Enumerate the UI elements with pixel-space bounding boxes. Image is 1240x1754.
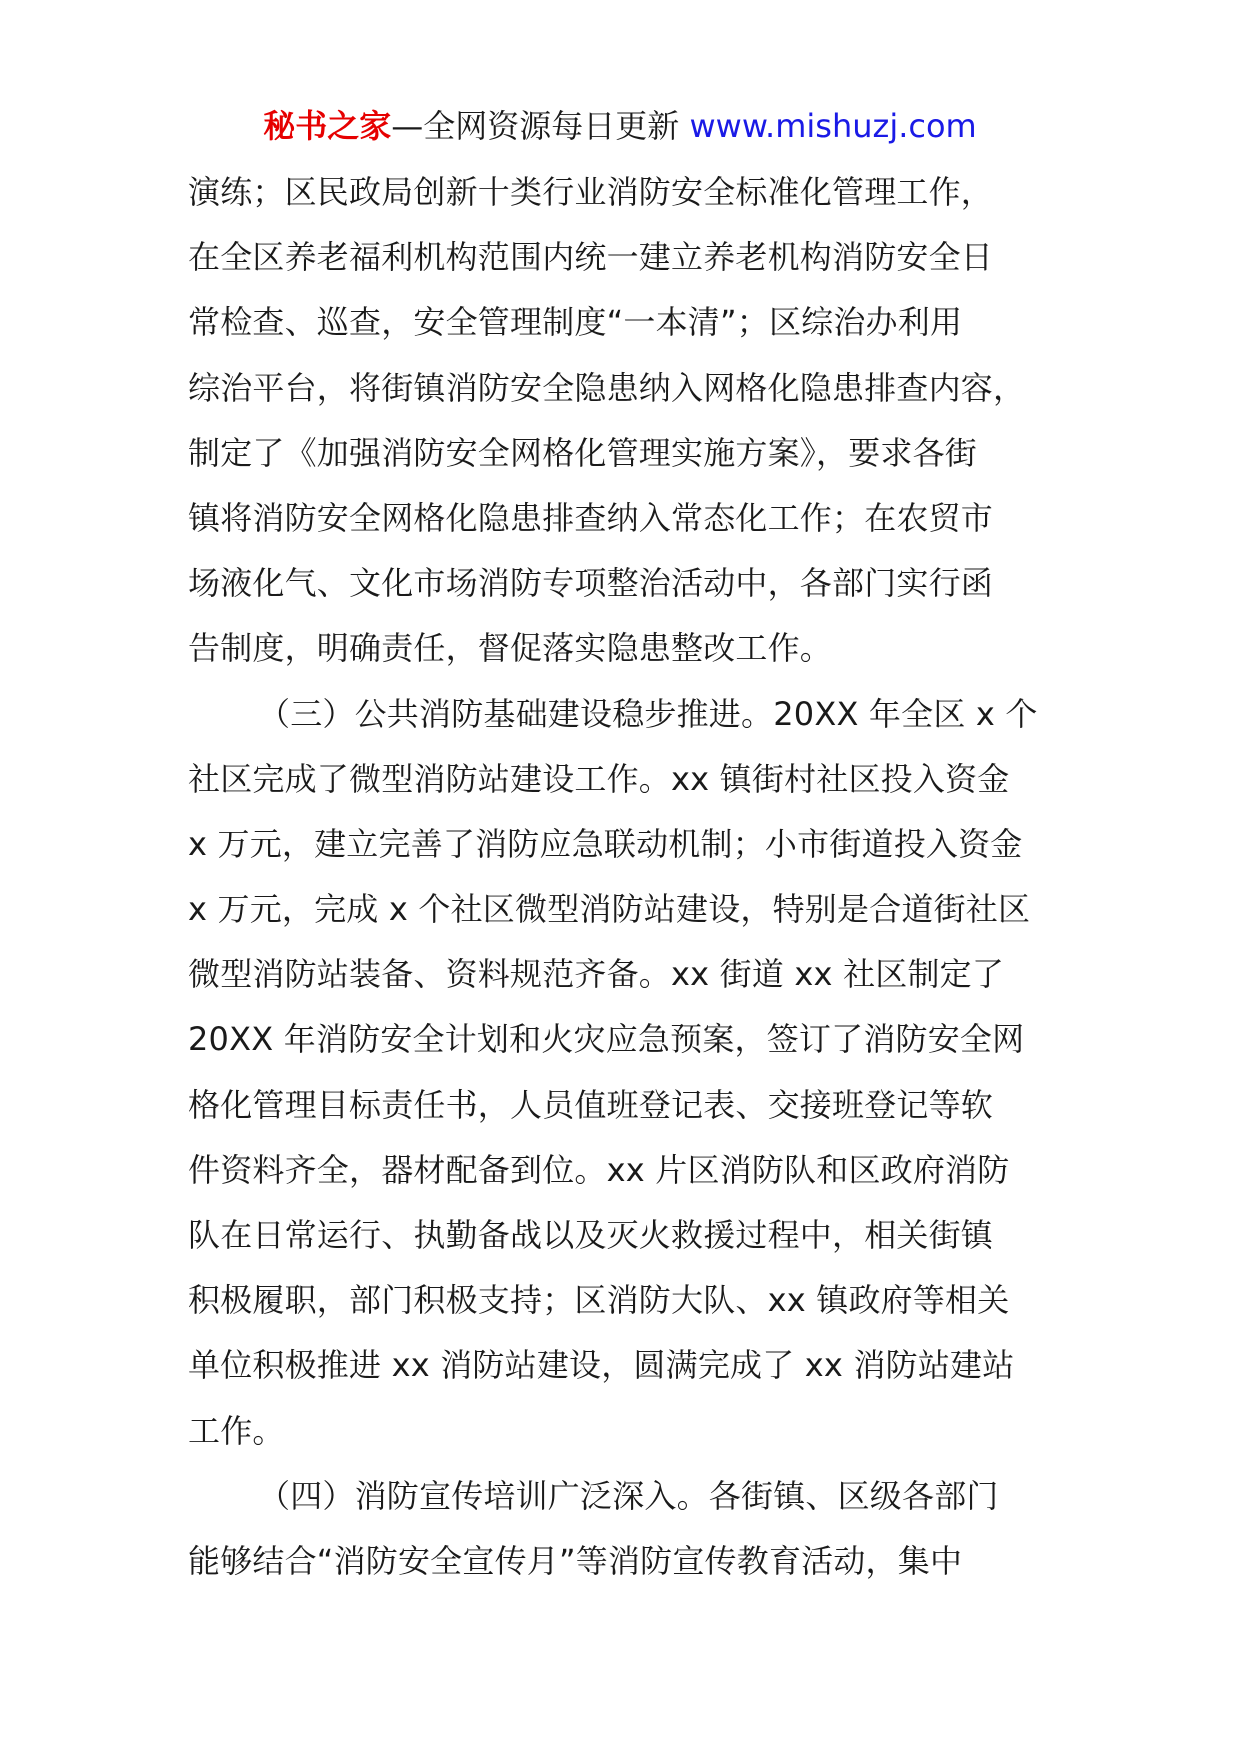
text-line: 综治平台，将街镇消防安全隐患纳入网格化隐患排查内容， <box>188 368 1026 407</box>
text-line: 格化管理目标责任书，人员值班登记表、交接班登记等软 <box>188 1085 994 1124</box>
site-slogan: —全网资源每日更新 <box>391 107 690 145</box>
text-line: 在全区养老福利机构范围内统一建立养老机构消防安全日 <box>188 238 994 277</box>
text-line: 工作。 <box>188 1411 285 1450</box>
text-line: 20XX 年消防安全计划和火灾应急预案，签订了消防安全网 <box>188 1020 1025 1059</box>
text-line: x 万元，完成 x 个社区微型消防站建设，特别是合道街社区 <box>188 890 1031 929</box>
text-line: 制定了《加强消防安全网格化管理实施方案》，要求各街 <box>188 433 978 472</box>
text-line: 告制度，明确责任，督促落实隐患整改工作。 <box>188 629 833 668</box>
text-line: 队在日常运行、执勤备战以及灭火救援过程中，相关街镇 <box>188 1216 994 1254</box>
page-header <box>0 100 1240 152</box>
text-line: 常检查、巡查，安全管理制度“一本清”；区综治办利用 <box>188 303 963 342</box>
text-line: 能够结合“消防安全宣传月”等消防宣传教育活动，集中 <box>188 1541 963 1580</box>
text-line: 单位积极推进 xx 消防站建设，圆满完成了 xx 消防站建站 <box>188 1346 1015 1385</box>
text-line: 演练；区民政局创新十类行业消防安全标准化管理工作， <box>188 173 994 211</box>
paragraph-start-line: （三）公共消防基础建设稳步推进。20XX 年全区 x 个 <box>258 694 1038 733</box>
site-url-link[interactable]: www.mishuzj.com <box>689 107 977 145</box>
text-line: 积极履职，部门积极支持；区消防大队、xx 镇政府等相关 <box>188 1281 1010 1320</box>
text-line: 微型消防站装备、资料规范齐备。xx 街道 xx 社区制定了 <box>188 955 1005 994</box>
text-line: 件资料齐全，器材配备到位。xx 片区消防队和区政府消防 <box>188 1150 1010 1189</box>
site-brand: 秘书之家 <box>263 107 392 145</box>
text-line: x 万元，建立完善了消防应急联动机制；小市街道投入资金 <box>188 824 1023 863</box>
text-line: 场液化气、文化市场消防专项整治活动中，各部门实行函 <box>188 564 994 603</box>
text-line: 社区完成了微型消防站建设工作。xx 镇街村社区投入资金 <box>188 759 1010 798</box>
paragraph-start-line: （四）消防宣传培训广泛深入。各街镇、区级各部门 <box>258 1476 999 1515</box>
text-line: 镇将消防安全网格化隐患排查纳入常态化工作；在农贸市 <box>188 498 994 537</box>
document-body <box>188 160 1068 1594</box>
